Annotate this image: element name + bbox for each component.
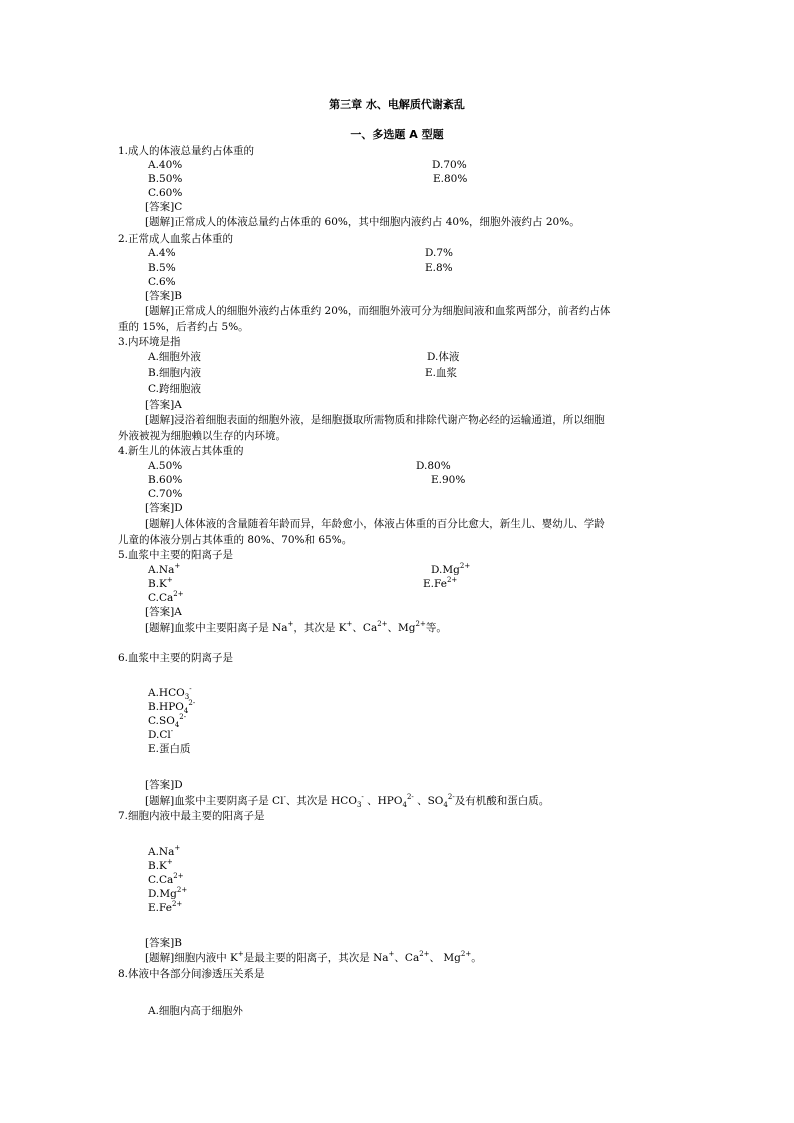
option-c: $C.Ca^{2+}$: [148, 872, 184, 886]
option-a: A.细胞外液: [148, 351, 201, 363]
option-d: D.70%: [432, 159, 467, 171]
option-b: B.5%: [148, 262, 176, 274]
question-stem: 8.体液中各部分间渗透压关系是: [118, 968, 265, 980]
question-stem: 3.内环境是指: [118, 336, 181, 348]
chapter-title: 第三章 水、电解质代谢紊乱: [329, 98, 465, 111]
option-e: E.血浆: [425, 367, 458, 379]
question-stem: 4.新生儿的体液占其体重的: [118, 445, 244, 457]
answer: [答案]B: [145, 290, 182, 302]
answer: [答案]C: [145, 201, 183, 213]
explanation: [题解]血浆中主要阴离子是 Cl-、其次是 $HCO_3^-$ 、$HPO_4^{2-}$ 、$SO_4^{2-}$及有机酸和蛋白质。: [145, 793, 550, 810]
option-d: D.80%: [416, 460, 451, 472]
section-title: 一、多选题 A 型题: [350, 128, 444, 141]
option-b: B.细胞内液: [148, 367, 202, 379]
option-b: $B.HPO_4^{2-}$: [148, 699, 196, 716]
option-d: $D.Mg^{2+}$: [431, 562, 471, 576]
option-c: C.跨细胞液: [148, 383, 201, 395]
explanation-cont: 重的 15%，后者约占 5%。: [118, 321, 249, 333]
option-c: C.6%: [148, 276, 176, 288]
option-c: $C.Ca^{2+}$: [148, 590, 184, 604]
option-d: D.体液: [427, 351, 460, 363]
explanation: [题解]浸浴着细胞表面的细胞外液，是细胞摄取所需物质和排除代谢产物必经的运输通道，所以细胞: [145, 414, 605, 426]
option-a: $A.HCO_3^-$: [148, 685, 192, 702]
explanation: [题解]正常成人的细胞外液约占体重约 20%，而细胞外液可分为细胞间液和血浆两部分，前者约占体: [145, 305, 611, 317]
option-b: B.K+: [148, 858, 173, 872]
option-b: B.60%: [148, 474, 183, 486]
option-a: A.Na+: [148, 844, 181, 858]
option-e: E.蛋白质: [148, 743, 191, 755]
explanation: [题解]细胞内液中 K+是最主要的阳离子，其次是 Na+、$Ca^{2+}$、 $Mg^{2+}$。: [145, 950, 482, 964]
question-stem: 6.血浆中主要的阴离子是: [118, 652, 234, 664]
explanation: [题解]正常成人的体液总量约占体重的 60%，其中细胞内液约占 40%，细胞外液约占 20%。: [145, 216, 580, 228]
answer: [答案]D: [145, 779, 183, 791]
option-a: A.40%: [148, 159, 183, 171]
answer: [答案]D: [145, 502, 183, 514]
explanation: [题解]血浆中主要阳离子是 Na+，其次是 K+、$Ca^{2+}$、$Mg^{2+}$等。: [145, 620, 447, 634]
option-a: A.4%: [148, 247, 176, 259]
option-e: E.90%: [431, 474, 466, 486]
answer: [答案]B: [145, 937, 182, 949]
question-stem: 5.血浆中主要的阳离子是: [118, 549, 234, 561]
option-e: E.8%: [425, 262, 453, 274]
answer: [答案]A: [145, 399, 182, 411]
explanation-cont: 外液被视为细胞赖以生存的内环境。: [118, 430, 286, 442]
option-b: B.50%: [148, 173, 183, 185]
answer: [答案]A: [145, 606, 182, 618]
option-b: B.K+: [148, 576, 173, 590]
question-stem: 2.正常成人血浆占体重的: [118, 233, 234, 245]
option-a: A.细胞内高于细胞外: [148, 1005, 243, 1017]
explanation-cont: 儿童的体液分别占其体重的 80%、70%和 65%。: [118, 534, 353, 546]
option-e: E.80%: [433, 173, 468, 185]
option-c: C.60%: [148, 187, 183, 199]
option-c: C.70%: [148, 488, 183, 500]
option-d: $D.Mg^{2+}$: [148, 886, 188, 900]
option-d: D.Cl-: [148, 727, 174, 741]
option-d: D.7%: [425, 247, 454, 259]
option-e: $E.Fe^{2+}$: [148, 900, 183, 914]
question-stem: 1.成人的体液总量约占体重的: [118, 145, 255, 157]
option-e: $E.Fe^{2+}$: [423, 576, 458, 590]
explanation: [题解]人体体液的含量随着年龄而异，年龄愈小，体液占体重的百分比愈大，新生儿、婴幼儿、学龄: [145, 518, 605, 530]
option-a: A.Na+: [148, 562, 181, 576]
option-c: $C.SO_4^{2-}$: [148, 713, 187, 730]
question-stem: 7.细胞内液中最主要的阳离子是: [118, 810, 265, 822]
option-a: A.50%: [148, 460, 183, 472]
